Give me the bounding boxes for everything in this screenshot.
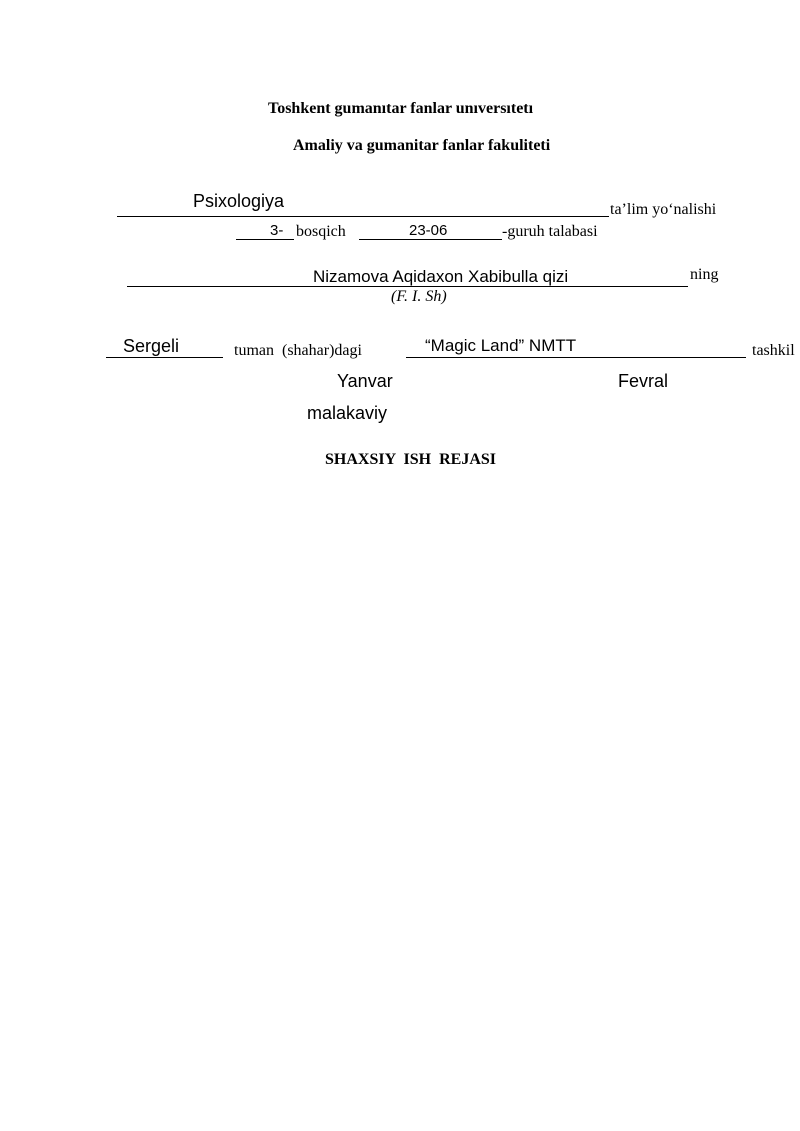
to-month: Fevral [618,371,669,391]
university-title: Toshkent gumanıtar fanlar unıversıtetı [268,100,534,117]
district-label: tuman (shahar)dagi [234,342,362,359]
direction-underline [117,216,609,217]
group-value: 23-06 [409,222,448,239]
student-name-suffix: ning [690,266,719,283]
direction-value: Psixologiya [193,191,285,211]
organization-value: “Magic Land” NMTT [425,336,577,355]
stage-value: 3- [270,222,284,239]
organization-suffix: tashkil [752,342,795,359]
district-underline [106,357,223,358]
from-month: Yanvar [337,371,393,391]
student-name-caption: (F. I. Sh) [391,288,447,305]
student-name: Nizamova Aqidaxon Xabibulla qizi [313,267,569,286]
practice-type: malakaviy [307,403,388,423]
direction-suffix: ta’lim yo‘nalishi [610,201,717,218]
district-value: Sergeli [123,336,180,356]
document-title: SHAXSIY ISH REJASI [325,451,497,468]
group-suffix: -guruh talabasi [502,223,598,240]
organization-underline [406,357,746,358]
stage-underline [236,239,294,240]
faculty-title: Amaliy va gumanitar fanlar fakuliteti [293,137,551,154]
group-underline [359,239,502,240]
stage-label: bosqich [296,223,346,240]
